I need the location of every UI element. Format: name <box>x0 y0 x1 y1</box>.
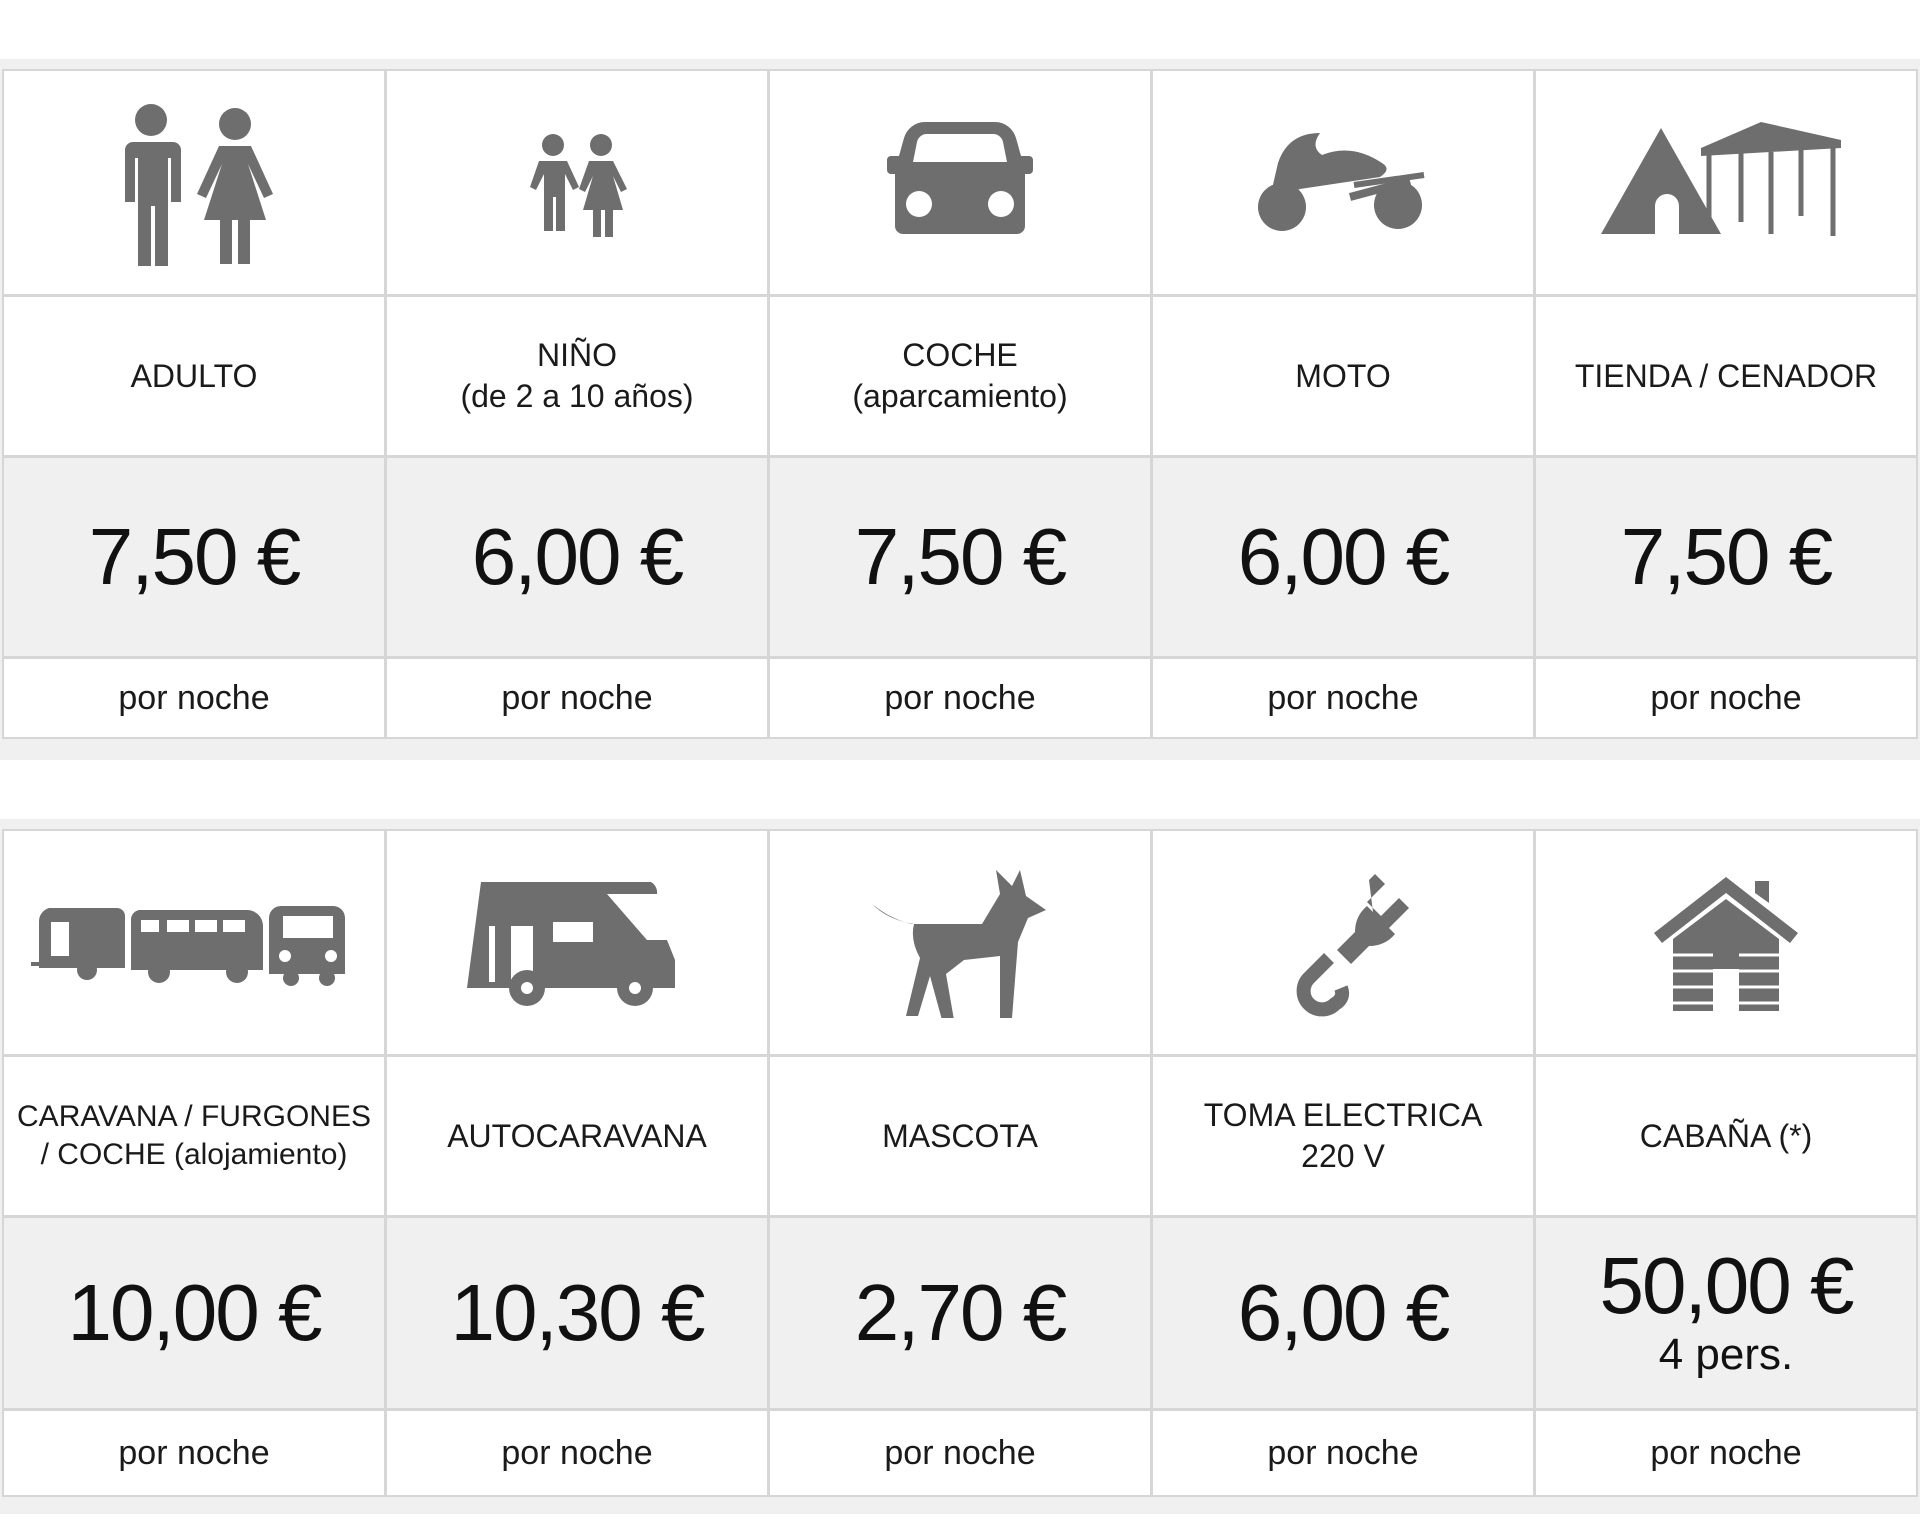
price-adulto: 7,50 € <box>4 458 384 656</box>
caravan-van-car-icon <box>4 831 384 1054</box>
item-label-cabana: CABAÑA (*) <box>1536 1057 1916 1215</box>
price-mascota: 2,70 € <box>770 1218 1150 1408</box>
pricing-table-1 <box>0 59 1920 760</box>
unit-mascota: por noche <box>770 1411 1150 1495</box>
adult-couple-icon <box>4 71 384 294</box>
unit-adulto: por noche <box>4 659 384 737</box>
item-label-tienda: TIENDA / CENADOR <box>1536 297 1916 455</box>
unit-cabana: por noche <box>1536 1411 1916 1495</box>
pricing-table-2 <box>0 819 1920 1514</box>
item-label-coche: COCHE (aparcamiento) <box>770 297 1150 455</box>
price-tienda: 7,50 € <box>1536 458 1916 656</box>
pricing-grid <box>2 69 1918 739</box>
unit-toma-electrica: por noche <box>1153 1411 1533 1495</box>
item-label-moto: MOTO <box>1153 297 1533 455</box>
motorhome-icon <box>387 831 767 1054</box>
item-label-mascota: MASCOTA <box>770 1057 1150 1215</box>
price-cabana-capacity: 4 pers. <box>1658 1330 1794 1379</box>
unit-nino: por noche <box>387 659 767 737</box>
dog-icon <box>770 831 1150 1054</box>
electric-plug-icon <box>1153 831 1533 1054</box>
price-autocaravana: 10,30 € <box>387 1218 767 1408</box>
item-label-nino: NIÑO (de 2 a 10 años) <box>387 297 767 455</box>
car-icon <box>770 71 1150 294</box>
pricing-grid <box>2 829 1918 1497</box>
motorbike-icon <box>1153 71 1533 294</box>
tent-gazebo-icon <box>1536 71 1916 294</box>
price-moto: 6,00 € <box>1153 458 1533 656</box>
item-label-adulto: ADULTO <box>4 297 384 455</box>
unit-tienda: por noche <box>1536 659 1916 737</box>
item-label-caravana: CARAVANA / FURGONES / COCHE (alojamiento) <box>4 1057 384 1215</box>
unit-moto: por noche <box>1153 659 1533 737</box>
children-icon <box>387 71 767 294</box>
cabin-icon <box>1536 831 1916 1054</box>
price-toma-electrica: 6,00 € <box>1153 1218 1533 1408</box>
unit-caravana: por noche <box>4 1411 384 1495</box>
price-caravana: 10,00 € <box>4 1218 384 1408</box>
price-cabana: 50,00 € 4 pers. <box>1536 1218 1916 1408</box>
item-label-autocaravana: AUTOCARAVANA <box>387 1057 767 1215</box>
unit-autocaravana: por noche <box>387 1411 767 1495</box>
item-label-toma-electrica: TOMA ELECTRICA 220 V <box>1153 1057 1533 1215</box>
price-coche: 7,50 € <box>770 458 1150 656</box>
unit-coche: por noche <box>770 659 1150 737</box>
price-nino: 6,00 € <box>387 458 767 656</box>
